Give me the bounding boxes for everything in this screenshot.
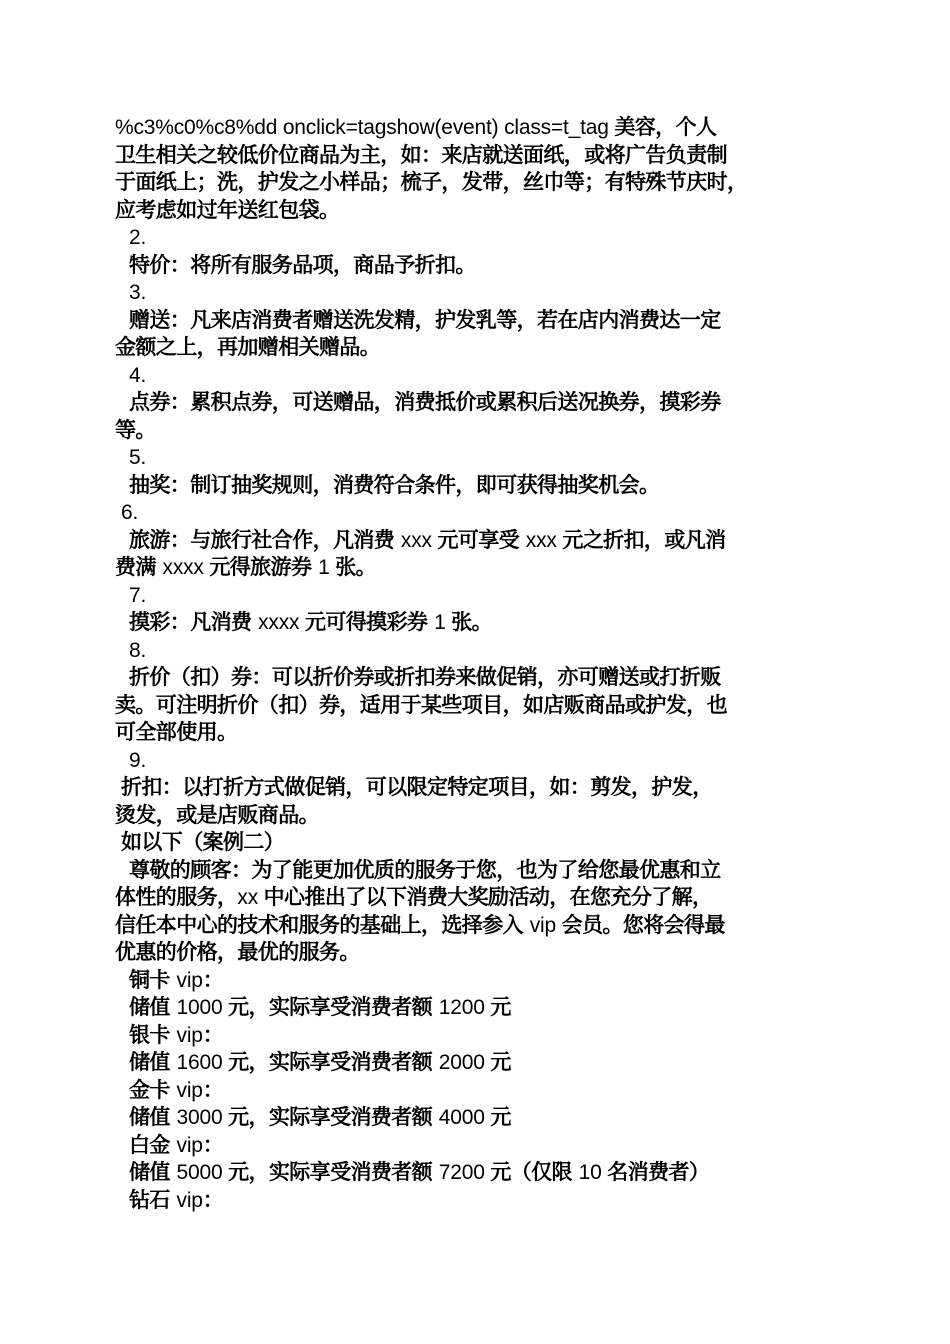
text-line: 8. xyxy=(129,638,147,662)
document-body xyxy=(115,114,845,1214)
text-line: 储值 3000 元，实际享受消费者额 4000 元 xyxy=(129,1105,511,1129)
text-line: 费满 xxxx 元得旅游券 1 张。 xyxy=(115,555,377,579)
text-line: 信任本中心的技术和服务的基础上，选择参入 vip 会员。您将会得最 xyxy=(115,912,725,937)
text-line: 5. xyxy=(129,446,147,469)
text-line: 铜卡 vip： xyxy=(129,967,224,992)
text-line: 如以下（案例二） xyxy=(121,830,285,854)
text-line: 应考虑如过年送红包袋。 xyxy=(115,197,340,222)
text-line: 旅游：与旅行社合作，凡消费 xxx 元可享受 xxx 元之折扣，或凡消 xyxy=(129,527,726,552)
text-line: 银卡 vip： xyxy=(129,1022,224,1047)
text-line: 点券：累积点券，可送赠品，消费抵价或累积后送况换券，摸彩券 xyxy=(129,390,721,414)
text-line: 摸彩：凡消费 xxxx 元可得摸彩券 1 张。 xyxy=(129,610,493,634)
text-line: 烫发，或是店贩商品。 xyxy=(115,802,319,827)
text-line: 4. xyxy=(129,363,147,387)
text-line: 可全部使用。 xyxy=(115,720,238,744)
text-line: 卫生相关之较低价位商品为主，如：来店就送面纸，或将广告负责制 xyxy=(115,142,727,167)
text-line: 7. xyxy=(129,583,147,607)
text-line: 优惠的价格，最优的服务。 xyxy=(115,940,360,964)
text-line: 储值 5000 元，实际享受消费者额 7200 元（仅限 10 名消费者） xyxy=(129,1160,710,1184)
text-line: 等。 xyxy=(115,417,156,442)
text-line: 钻石 vip： xyxy=(129,1187,224,1212)
text-line: 2. xyxy=(129,226,147,249)
text-line: 储值 1600 元，实际享受消费者额 2000 元 xyxy=(129,1050,511,1074)
text-line: 体性的服务，xx 中心推出了以下消费大奖励活动，在您充分了解， xyxy=(115,885,713,909)
text-line: 特价：将所有服务品项，商品予折扣。 xyxy=(129,252,476,277)
text-line: 卖。可注明折价（扣）券，适用于某些项目，如店贩商品或护发，也 xyxy=(115,692,727,717)
text-line: 白金 vip： xyxy=(129,1132,224,1157)
text-line: 储值 1000 元，实际享受消费者额 1200 元 xyxy=(129,995,511,1019)
text-line: 金额之上，再加赠相关赠品。 xyxy=(115,335,381,359)
text-line: 9. xyxy=(129,748,147,772)
text-line: 于面纸上；洗，护发之小样品；梳子，发带，丝巾等；有特殊节庆时， xyxy=(115,170,748,194)
text-line: 抽奖：制订抽奖规则，消费符合条件，即可获得抽奖机会。 xyxy=(129,472,660,497)
text-line: 6. xyxy=(121,501,139,524)
text-line: 3. xyxy=(129,281,147,304)
text-line: %c3%c0%c8%dd onclick=tagshow(event) class=t_tag 美容，个人 xyxy=(115,115,717,139)
text-line: 赠送：凡来店消费者赠送洗发精，护发乳等，若在店内消费达一定 xyxy=(129,307,721,332)
text-line: 金卡 vip： xyxy=(129,1077,224,1102)
text-line: 折扣：以打折方式做促销，可以限定特定项目，如：剪发，护发， xyxy=(121,775,713,799)
text-line: 折价（扣）券：可以折价券或折扣券来做促销，亦可赠送或打折贩 xyxy=(129,665,721,689)
text-line: 尊敬的顾客：为了能更加优质的服务于您，也为了给您最优惠和立 xyxy=(129,857,721,882)
